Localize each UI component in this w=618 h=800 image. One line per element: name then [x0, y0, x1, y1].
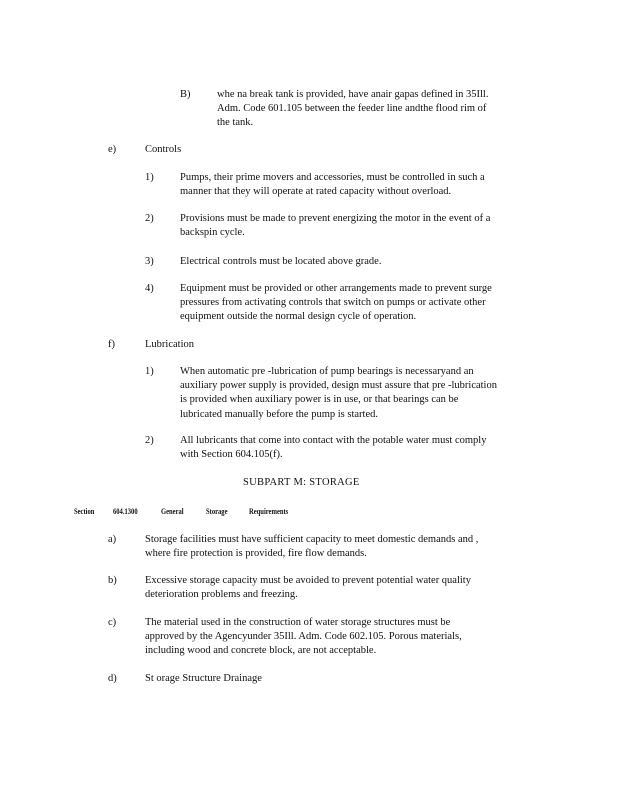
controls-marker: e) — [108, 144, 117, 155]
text-line: backspin cycle. — [180, 227, 245, 239]
text-line: Storage facilities must have sufficient capacity to meet domestic demands and , — [145, 534, 479, 545]
controls-title: Controls — [145, 144, 182, 155]
storage-item-d-text — [145, 672, 530, 686]
controls-item-4-marker: 4) — [145, 283, 154, 294]
text-line: equipment outside the normal design cycle of operation. — [180, 311, 417, 323]
controls-item-4-text — [180, 282, 538, 325]
section-label: Section — [74, 507, 95, 516]
text-line: deterioration problems and freezing. — [145, 589, 298, 601]
section-title-requirements: Requirements — [249, 507, 289, 516]
text-line: Electrical controls must be located above grade. — [180, 256, 382, 267]
text-line: Provisions must be made to prevent energizing the motor in the event of a — [180, 213, 491, 224]
storage-item-b-marker: b) — [108, 575, 117, 586]
text-line: is provided when auxiliary power is in use, or that bearings can be — [180, 394, 459, 406]
storage-item-d-marker: d) — [108, 673, 117, 684]
subpart-heading: SUBPART M: STORAGE — [243, 477, 360, 488]
lubrication-item-2-text — [180, 434, 538, 462]
section-title-storage: Storage — [206, 507, 228, 516]
storage-item-a-marker: a) — [108, 534, 117, 545]
storage-item-b-text — [145, 574, 530, 602]
lubrication-item-1-marker: 1) — [145, 366, 154, 377]
controls-item-3-marker: 3) — [145, 256, 154, 267]
text-line: When automatic pre -lubrication of pump bearings is necessaryand an — [180, 366, 474, 377]
text-line: including wood and concrete block, are not acceptable. — [145, 645, 377, 657]
text-line: Excessive storage capacity must be avoided to prevent potential water quality — [145, 575, 471, 586]
text-line: Adm. Code 601.105 between the feeder line andthe flood rim of — [217, 103, 487, 115]
text-line: manner that they will operate at rated capacity without overload. — [180, 186, 452, 198]
section-title-general: General — [161, 507, 184, 516]
text-line: whe na break tank is provided, have anair gapas defined in 35Ill. — [217, 89, 489, 100]
controls-item-1-text — [180, 171, 538, 199]
item-b-marker: B) — [180, 89, 191, 100]
storage-item-c-marker: c) — [108, 617, 117, 628]
text-line: lubricated manually before the pump is started. — [180, 408, 378, 420]
controls-item-1-marker: 1) — [145, 172, 154, 183]
text-line: All lubricants that come into contact with the potable water must comply — [180, 435, 487, 446]
lubrication-title: Lubrication — [145, 339, 194, 350]
lubrication-item-2-marker: 2) — [145, 435, 154, 446]
storage-item-c-text — [145, 616, 530, 659]
text-line: Pumps, their prime movers and accessories, must be controlled in such a — [180, 172, 485, 183]
item-b-text — [217, 88, 535, 131]
lubrication-item-1-text — [180, 365, 538, 422]
controls-item-2-text — [180, 212, 538, 240]
lubrication-marker: f) — [108, 339, 115, 350]
controls-item-3-text — [180, 255, 538, 269]
storage-item-a-text — [145, 533, 530, 561]
controls-item-2-marker: 2) — [145, 213, 154, 224]
text-line: St orage Structure Drainage — [145, 673, 262, 684]
text-line: pressures from activating controls that switch on pumps or activate other — [180, 297, 486, 309]
section-number: 604.1300 — [113, 507, 138, 516]
text-line: The material used in the construction of water storage structures must be — [145, 617, 451, 628]
text-line: where fire protection is provided, fire flow demands. — [145, 548, 367, 560]
text-line: Equipment must be provided or other arrangements made to prevent surge — [180, 283, 492, 294]
text-line: approved by the Agencyunder 35Ill. Adm. Code 602.105. Porous materials, — [145, 631, 462, 643]
text-line: with Section 604.105(f). — [180, 449, 283, 461]
text-line: the tank. — [217, 117, 254, 129]
text-line: auxiliary power supply is provided, design must assure that pre -lubrication — [180, 380, 497, 392]
